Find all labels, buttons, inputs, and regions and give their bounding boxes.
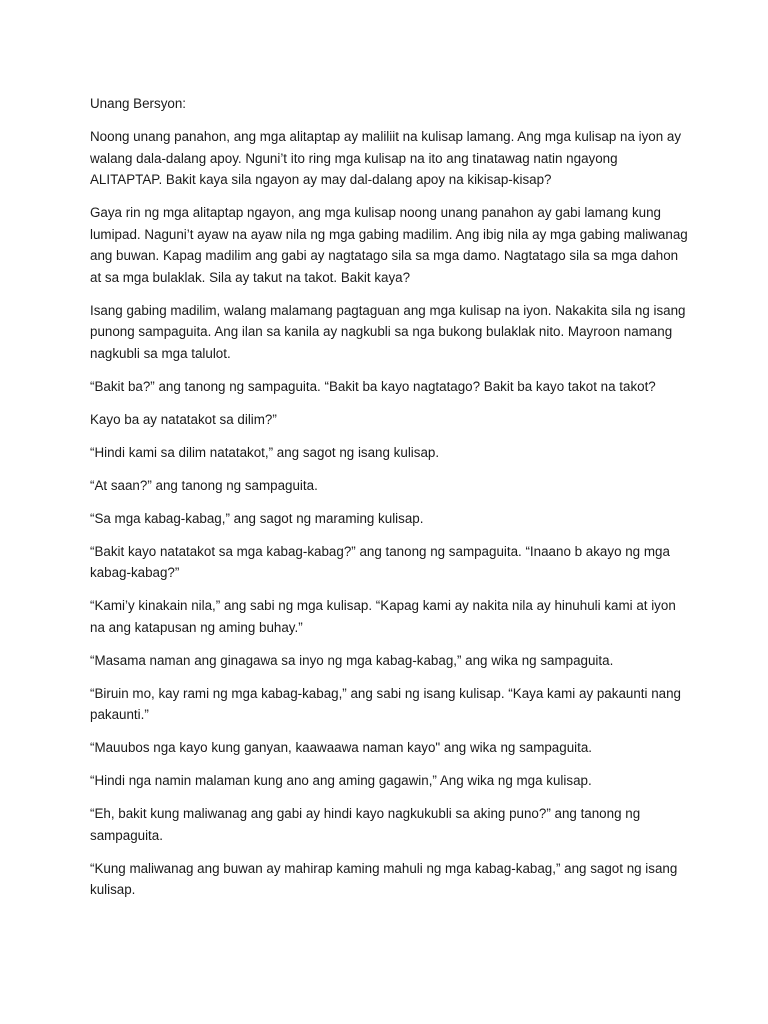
paragraph: Gaya rin ng mga alitaptap ngayon, ang mga kulisap noong unang panahon ay gabi lamang kung lumipad. Naguni’t ayaw na ayaw nila ng mga gabing madilim. Ang ibig nila ay mga gabing maliwanag ang buwan. Kapag madilim ang gabi ay nagtatago sila sa mga damo. Nagtatago sila sa mga dahon at sa mga bulaklak. Sila ay takut na takot. Bakit kaya? — [90, 205, 688, 285]
paragraph: “Biruin mo, kay rami ng mga kabag-kabag,” ang sabi ng isang kulisap. “Kaya kami ay pakaunti nang pakaunti.” — [90, 685, 681, 722]
paragraph: “Sa mga kabag-kabag,” ang sagot ng maraming kulisap. — [90, 510, 424, 526]
paragraph: Noong unang panahon, ang mga alitaptap ay maliliit na kulisap lamang. Ang mga kulisap na iyon ay walang dala-dalang apoy. Nguni’t ito ring mga kulisap na ito ang tinatawag natin ngayong ALITAPTAP. Bakit kaya sila ngayon ay may dal-dalang apoy na kikisap-kisap? — [90, 129, 682, 187]
paragraph: “Hindi kami sa dilim natatakot,” ang sagot ng isang kulisap. — [90, 444, 440, 460]
paragraph: “Masama naman ang ginagawa sa inyo ng mga kabag-kabag,” ang wika ng sampaguita. — [90, 652, 614, 668]
paragraph: “At saan?” ang tanong ng sampaguita. — [90, 477, 318, 493]
section-heading: Unang Bersyon: — [90, 96, 187, 111]
paragraph: “Eh, bakit kung maliwanag ang gabi ay hindi kayo nagkukubli sa aking puno?” ang tanong ng sampaguita. — [90, 806, 641, 843]
paragraph: “Kami’y kinakain nila,” ang sabi ng mga kulisap. “Kapag kami ay nakita nila ay hinuhuli kami at iyon na ang katapusan ng aming buhay.” — [90, 598, 676, 635]
paragraph: Isang gabing madilim, walang malamang pagtaguan ang mga kulisap na iyon. Nakakita sila ng isang punong sampaguita. Ang ilan sa kanila ay nagkubli sa nga bukong bulaklak nito. Mayroon namang nagkubli sa mga talulot. — [90, 302, 686, 361]
paragraph: “Bakit ba?” ang tanong ng sampaguita. “Bakit ba kayo nagtatago? Bakit ba kayo takot na takot? — [90, 378, 656, 394]
paragraph: “Kung maliwanag ang buwan ay mahirap kaming mahuli ng mga kabag-kabag,” ang sagot ng isang kulisap. — [90, 860, 678, 897]
paragraph: “Mauubos nga kayo kung ganyan, kaawaawa naman kayo" ang wika ng sampaguita. — [90, 740, 593, 755]
paragraph: “Hindi nga namin malaman kung ano ang aming gagawin,” Ang wika ng mga kulisap. — [90, 773, 592, 788]
paragraph: Kayo ba ay natatakot sa dilim?” — [90, 411, 277, 427]
paragraph: “Bakit kayo natatakot sa mga kabag-kabag?” ang tanong ng sampaguita. “Inaano b akayo ng mga kabag-kabag?” — [90, 543, 670, 580]
document-body — [90, 93, 690, 912]
